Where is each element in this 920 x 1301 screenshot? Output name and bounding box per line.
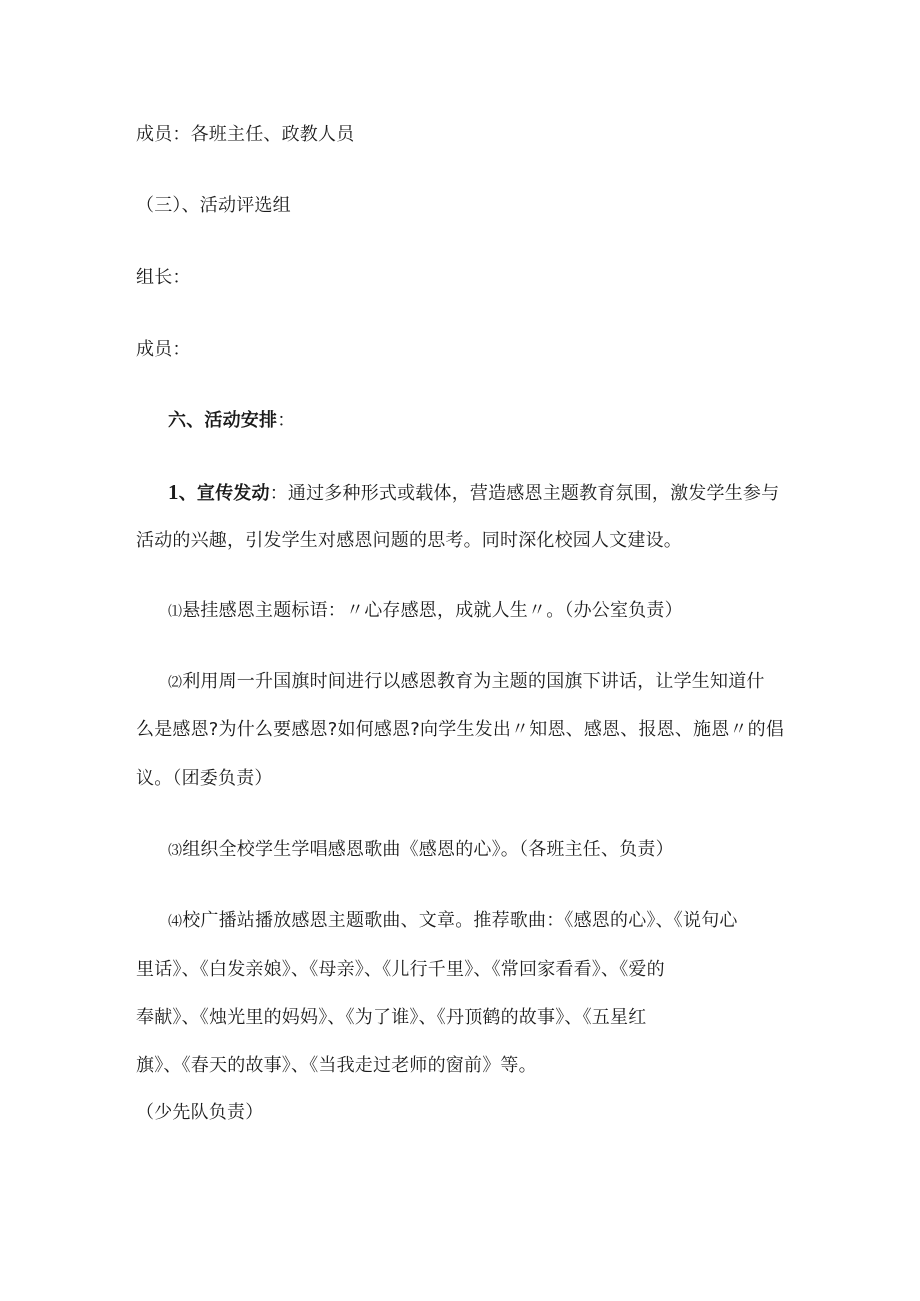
item-1-title: 、宣传发动 (178, 483, 270, 504)
sub-item-4-line-3: 奉献》、《烛光里的妈妈》、《为了谁》、《丹顶鹤的故事》、《五星红 (136, 1007, 647, 1028)
sub-item-4-marker: ⑷ (168, 914, 183, 930)
item-1-line-2: 活动的兴趣，引发学生对感恩问题的思考。同时深化校园人文建设。 (136, 530, 682, 551)
sub-item-3-text: 组织全校学生学唱感恩歌曲《感恩的心》。（各班主任、负责） (182, 839, 674, 860)
sub-item-4-text-a: 校广播站播放感恩主题歌曲、文章。推荐歌曲：《感恩的心》、《说句心 (182, 910, 738, 931)
sub-item-2-line-1 (168, 670, 765, 695)
sub-item-3 (168, 838, 674, 863)
sub-item-4-line-5: （少先队负责） (136, 1102, 264, 1123)
sub-item-4-line-2: 里话》、《白发亲娘》、《母亲》、《儿行千里》、《常回家看看》、《爱的 (136, 959, 665, 980)
members-line-2: 成员： (136, 339, 191, 360)
members-line-1: 成员：各班主任、政教人员 (136, 124, 355, 145)
item-1-line-1 (168, 480, 779, 506)
section-6-title: 六、活动安排 (168, 410, 278, 431)
section-6-heading (168, 409, 295, 433)
item-1-number: 1 (168, 480, 179, 504)
section-3-heading: （三）、活动评选组 (136, 195, 291, 216)
sub-item-1-marker: ⑴ (168, 604, 183, 620)
sub-item-1 (168, 599, 683, 624)
sub-item-2-text-a: 利用周一升国旗时间进行以感恩教育为主题的国旗下讲话，让学生知道什 (182, 671, 765, 692)
sub-item-3-marker: ⑶ (168, 843, 183, 859)
sub-item-1-text: 悬挂感恩主题标语：〃心存感恩，成就人生〃。（办公室负责） (182, 600, 683, 621)
sub-item-4-line-4: 旗》、《春天的故事》、《当我走过老师的窗前》等。 (136, 1055, 537, 1076)
leader-line: 组长： (136, 267, 191, 288)
sub-item-2-line-3: 议。（团委负责） (136, 768, 273, 789)
sub-item-2-marker: ⑵ (168, 675, 183, 691)
sub-item-2-line-2: 么是感恩?为什么要感恩?如何感恩?向学生发出〃知恩、感恩、报恩、施恩〃的倡 (136, 719, 785, 740)
section-6-colon: ： (277, 410, 296, 431)
item-1-text-a: ：通过多种形式或载体，营造感恩主题教育氛围，激发学生参与 (269, 483, 780, 504)
sub-item-4-line-1 (168, 909, 738, 934)
